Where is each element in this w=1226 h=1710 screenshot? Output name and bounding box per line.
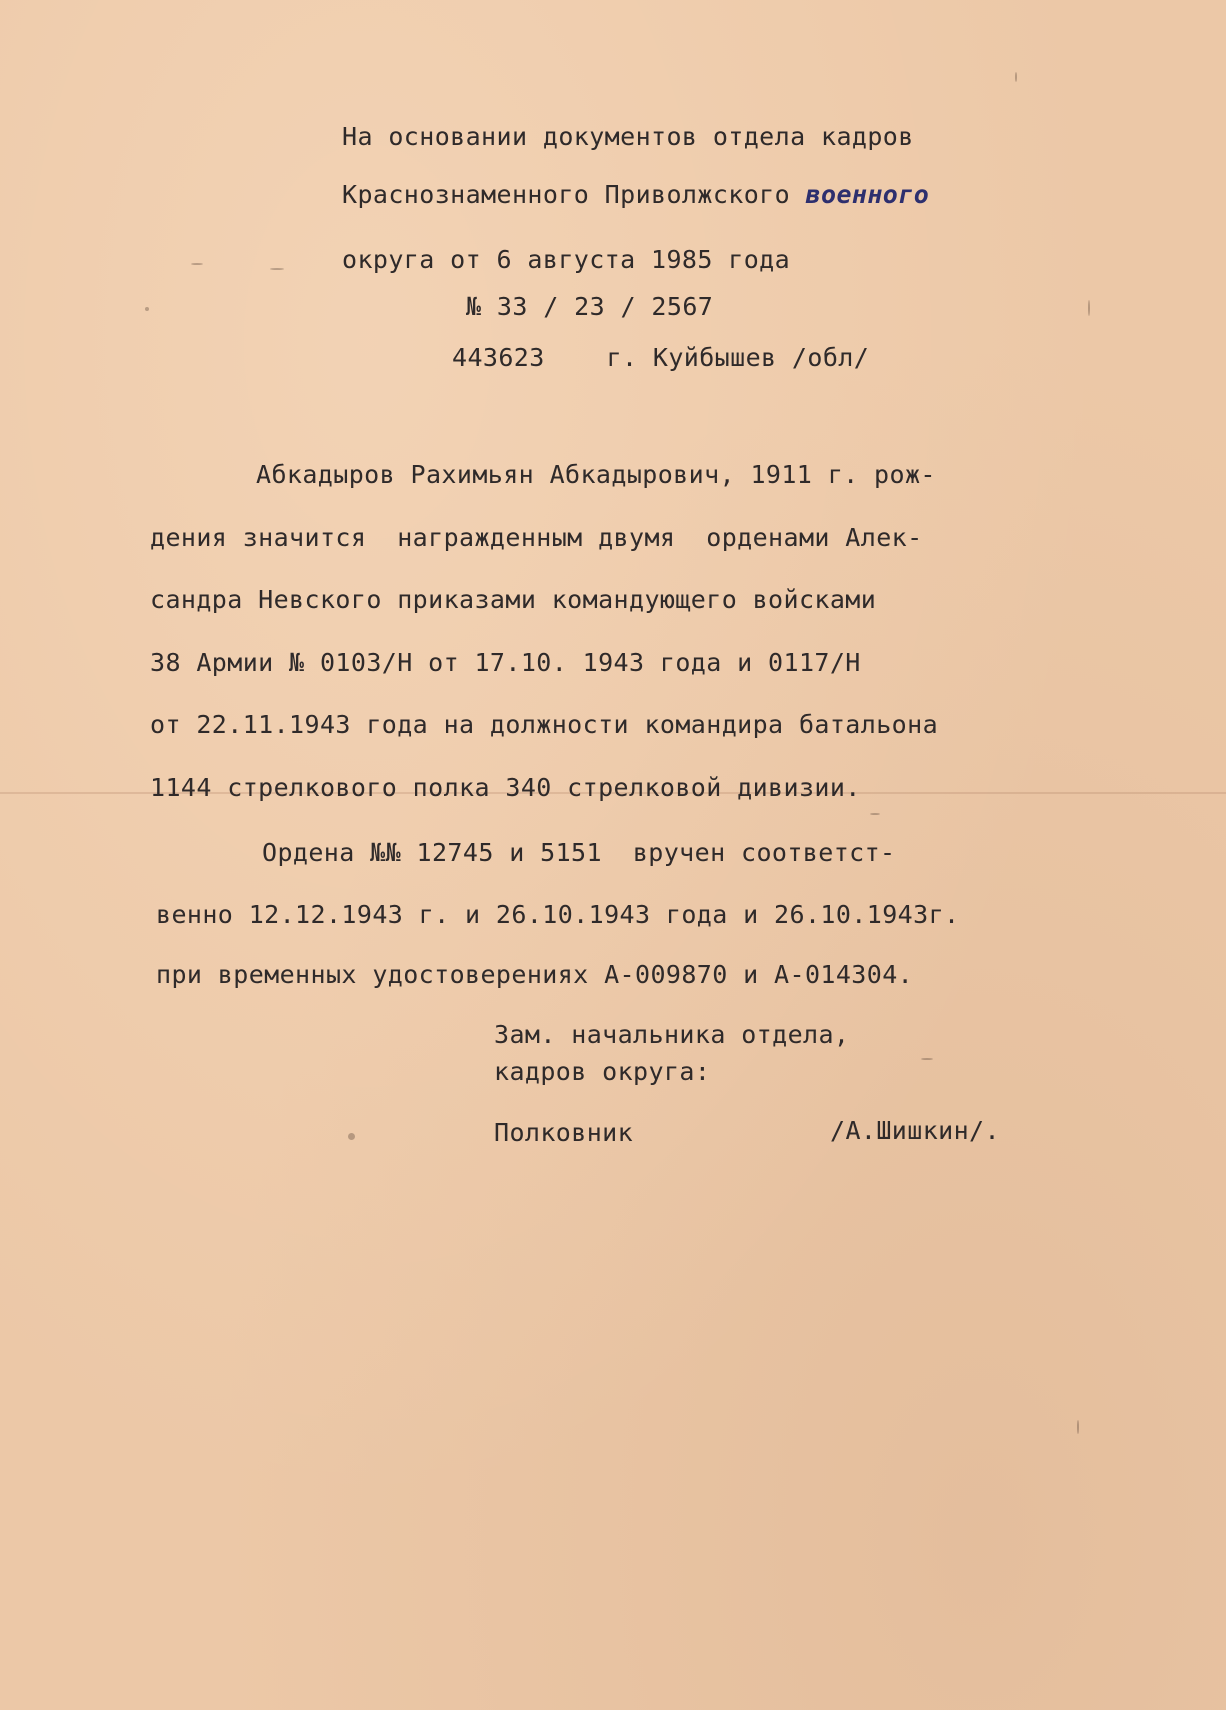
paper-speck <box>145 307 149 311</box>
header-line-1: На основании документов отдела кадров <box>342 122 914 151</box>
body-line-6: 1144 стрелкового полка 340 стрелковой дивизии. <box>150 773 861 802</box>
header-line-2-text: Краснознаменного Приволжского <box>342 180 806 209</box>
body-line-8: венно 12.12.1943 г. и 26.10.1943 года и 26.10.1943г. <box>156 900 960 929</box>
body-line-2: дения значится награжденным двумя орденами Алек- <box>150 523 923 552</box>
postal-address: 443623 г. Куйбышев /обл/ <box>452 343 870 372</box>
signatory-rank: Полковник <box>494 1118 634 1147</box>
paper-speck <box>1015 72 1017 82</box>
paper-speck <box>870 813 880 815</box>
document-number: № 33 / 23 / 2567 <box>466 292 714 321</box>
header-line-2 <box>342 180 929 210</box>
paper-speck <box>191 263 203 265</box>
body-line-9: при временных удостоверениях А-009870 и А-014304. <box>156 960 914 989</box>
paper-speck <box>921 1058 933 1060</box>
paper-speck <box>1088 300 1090 316</box>
stamped-word: военного <box>805 180 930 209</box>
body-line-4: 38 Армии № 0103/Н от 17.10. 1943 года и 0117/Н <box>150 648 861 677</box>
body-line-7: Ордена №№ 12745 и 5151 вручен соответст- <box>262 838 896 867</box>
header-line-3: округа от 6 августа 1985 года <box>342 245 791 274</box>
paper-speck <box>348 1133 355 1140</box>
signatory-title-line-1: Зам. начальника отдела, <box>494 1020 850 1049</box>
paper-speck <box>270 268 284 270</box>
signatory-title-line-2: кадров округа: <box>494 1057 711 1086</box>
body-line-3: сандра Невского приказами командующего войсками <box>150 585 877 614</box>
paper-speck <box>1077 1420 1079 1434</box>
body-line-1: Абкадыров Рахимьян Абкадырович, 1911 г. рож- <box>256 460 936 489</box>
signatory-name: /А.Шишкин/. <box>830 1116 1000 1145</box>
body-line-5: от 22.11.1943 года на должности командира батальона <box>150 710 939 739</box>
